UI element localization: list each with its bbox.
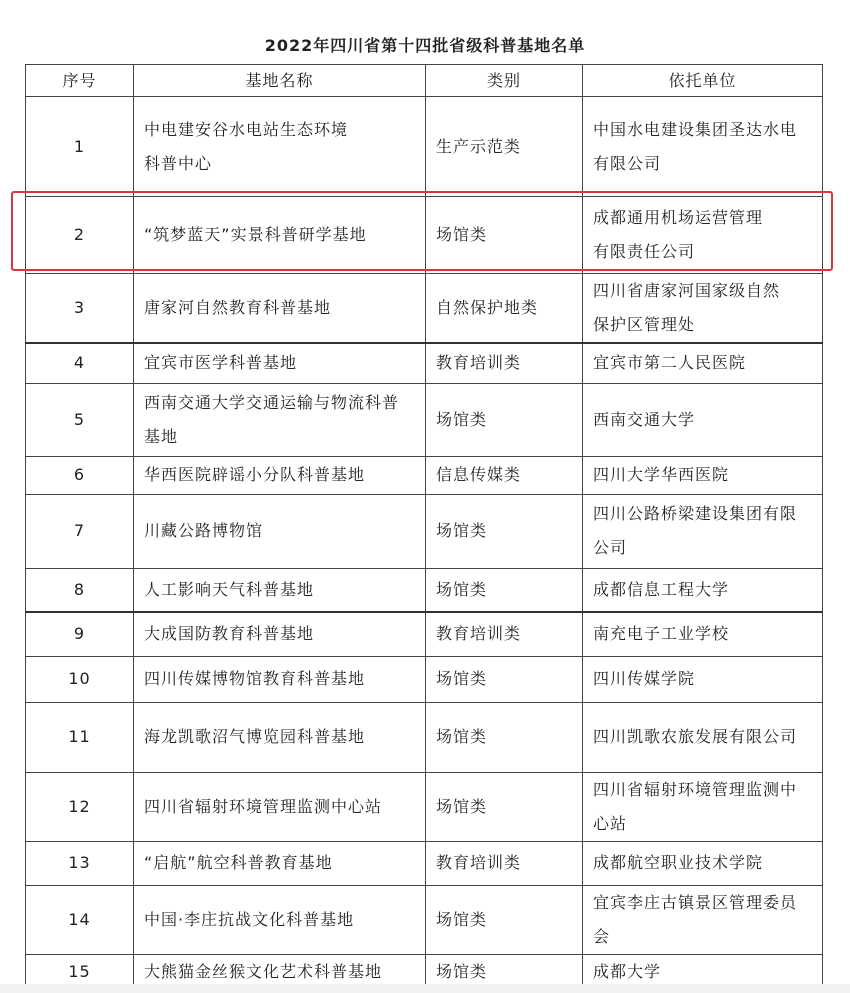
table-row — [26, 97, 823, 197]
row-category: 教育培训类 — [426, 841, 583, 885]
row-no: 14 — [26, 885, 134, 954]
row-no: 4 — [26, 343, 134, 383]
row-unit: 四川省辐射环境管理监测中心站 — [583, 772, 823, 841]
row-category: 场馆类 — [426, 772, 583, 841]
header-unit: 依托单位 — [583, 65, 823, 97]
row-no: 3 — [26, 274, 134, 344]
row-unit — [583, 97, 823, 197]
row-category: 信息传媒类 — [426, 456, 583, 494]
row-no: 12 — [26, 772, 134, 841]
row-unit: 南充电子工业学校 — [583, 612, 823, 656]
row-name: 大成国防教育科普基地 — [134, 612, 426, 656]
row-name: “筑梦蓝天”实景科普研学基地 — [134, 197, 426, 274]
row-category: 场馆类 — [426, 702, 583, 772]
table-row — [26, 343, 823, 383]
row-name: 人工影响天气科普基地 — [134, 568, 426, 612]
row-unit: 四川凯歌农旅发展有限公司 — [583, 702, 823, 772]
table-row — [26, 841, 823, 885]
row-no: 2 — [26, 197, 134, 274]
row-unit-text: 中国水电建设集团圣达水电 有限公司 — [593, 119, 798, 173]
row-name: 大熊猫金丝猴文化艺术科普基地 — [134, 954, 426, 990]
row-category: 场馆类 — [426, 383, 583, 456]
row-name: 西南交通大学交通运输与物流科普基地 — [134, 383, 426, 456]
row-no: 9 — [26, 612, 134, 656]
table-row — [26, 568, 823, 612]
row-no: 11 — [26, 702, 134, 772]
row-category: 场馆类 — [426, 568, 583, 612]
table-row — [26, 456, 823, 494]
table-row — [26, 274, 823, 344]
row-name: 川藏公路博物馆 — [134, 494, 426, 568]
table-row — [26, 656, 823, 702]
document-title: 2022年四川省第十四批省级科普基地名单 — [264, 36, 586, 55]
row-name: 华西医院辟谣小分队科普基地 — [134, 456, 426, 494]
row-name: 中国·李庄抗战文化科普基地 — [134, 885, 426, 954]
row-category: 场馆类 — [426, 494, 583, 568]
row-category: 生产示范类 — [426, 97, 583, 197]
table-row — [26, 885, 823, 954]
row-category: 场馆类 — [426, 885, 583, 954]
row-no: 8 — [26, 568, 134, 612]
row-unit: 宜宾李庄古镇景区管理委员会 — [583, 885, 823, 954]
row-no: 5 — [26, 383, 134, 456]
row-category: 场馆类 — [426, 656, 583, 702]
table-row — [26, 197, 823, 274]
row-no: 1 — [26, 97, 134, 197]
row-unit: 成都航空职业技术学院 — [583, 841, 823, 885]
table-row — [26, 494, 823, 568]
row-name: 四川传媒博物馆教育科普基地 — [134, 656, 426, 702]
table-header-row — [26, 65, 823, 97]
bottom-edge-strip — [0, 984, 850, 993]
row-unit: 成都通用机场运营管理 有限责任公司 — [583, 197, 823, 274]
row-no: 13 — [26, 841, 134, 885]
table-row — [26, 612, 823, 656]
row-unit: 四川省唐家河国家级自然 保护区管理处 — [583, 274, 823, 344]
row-name: 唐家河自然教育科普基地 — [134, 274, 426, 344]
row-unit: 成都大学 — [583, 954, 823, 990]
row-no: 6 — [26, 456, 134, 494]
table-row — [26, 702, 823, 772]
row-name: 海龙凯歌沼气博览园科普基地 — [134, 702, 426, 772]
header-name: 基地名称 — [134, 65, 426, 97]
row-unit: 四川传媒学院 — [583, 656, 823, 702]
row-name: 四川省辐射环境管理监测中心站 — [134, 772, 426, 841]
row-name: 宜宾市医学科普基地 — [134, 343, 426, 383]
row-no: 7 — [26, 494, 134, 568]
row-name: “启航”航空科普教育基地 — [134, 841, 426, 885]
row-unit: 宜宾市第二人民医院 — [583, 343, 823, 383]
row-unit: 四川公路桥梁建设集团有限公司 — [583, 494, 823, 568]
header-category: 类别 — [426, 65, 583, 97]
row-category: 教育培训类 — [426, 612, 583, 656]
table-row — [26, 772, 823, 841]
row-no: 15 — [26, 954, 134, 990]
row-unit: 西南交通大学 — [583, 383, 823, 456]
row-name: 中电建安谷水电站生态环境 科普中心 — [134, 97, 426, 197]
row-category: 自然保护地类 — [426, 274, 583, 344]
header-no: 序号 — [26, 65, 134, 97]
row-category: 教育培训类 — [426, 343, 583, 383]
row-category: 场馆类 — [426, 954, 583, 990]
row-category: 场馆类 — [426, 197, 583, 274]
row-no: 10 — [26, 656, 134, 702]
table-row — [26, 383, 823, 456]
row-unit: 成都信息工程大学 — [583, 568, 823, 612]
base-list-table — [25, 64, 823, 991]
row-unit: 四川大学华西医院 — [583, 456, 823, 494]
